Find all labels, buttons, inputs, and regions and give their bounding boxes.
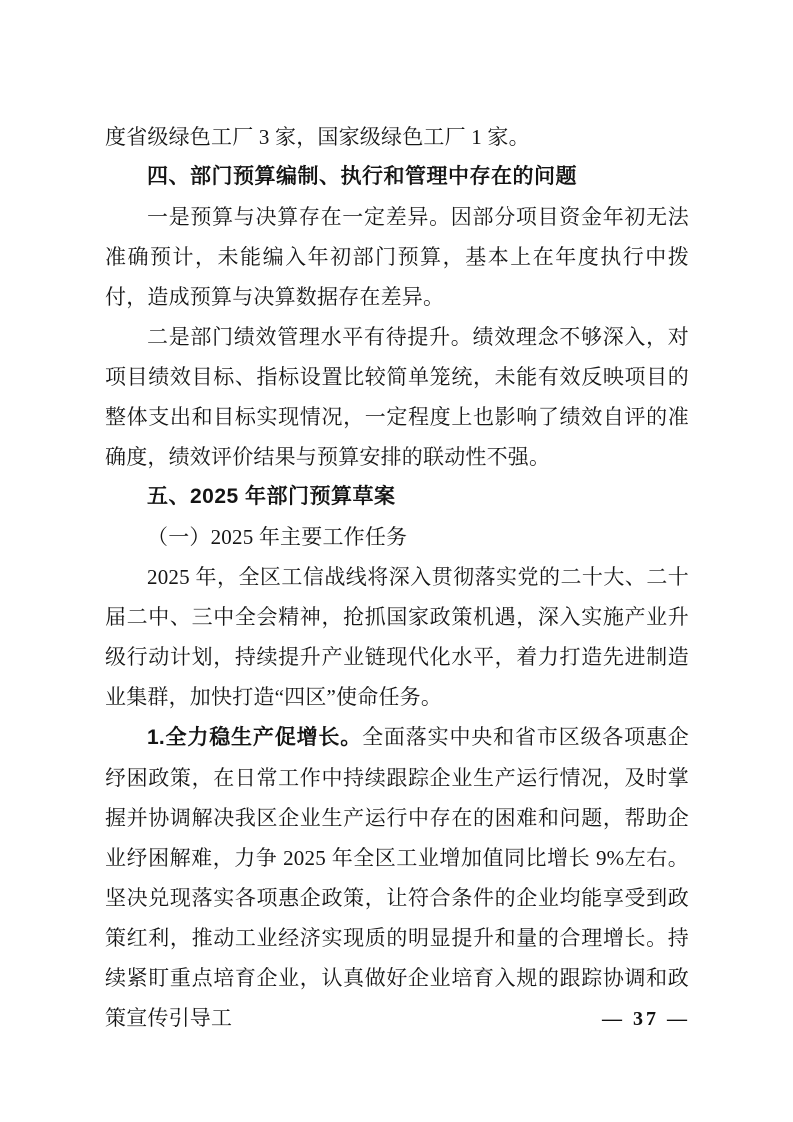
subheading-text: （一）2025 年主要工作任务	[147, 525, 408, 549]
paragraph-task-1	[105, 717, 689, 1038]
subsection-heading-main-tasks	[105, 517, 689, 557]
text-area	[105, 117, 689, 1038]
heading-text: 五、2025 年部门预算草案	[147, 485, 396, 508]
paragraph-issue-1	[105, 197, 689, 317]
paragraph-2025-overview	[105, 557, 689, 717]
paragraph-text: 因部分项目资金年初无法准确预计，未能编入年初部门预算，基本上在年度执行中拨付，造成预算与决算数据存在差异。	[105, 205, 689, 309]
paragraph-text: 度省级绿色工厂 3 家，国家级绿色工厂 1 家。	[105, 125, 530, 149]
paragraph-lead: 一是预算与决算存在一定差异。	[147, 205, 451, 229]
paragraph-continuation	[105, 117, 689, 157]
paragraph-issue-2	[105, 317, 689, 477]
heading-text: 四、部门预算编制、执行和管理中存在的问题	[147, 165, 577, 188]
paragraph-text: 全面落实中央和省市区级各项惠企纾困政策，在日常工作中持续跟踪企业生产运行情况，及时掌握并协调解决我区企业生产运行中存在的困难和问题，帮助企业纾困解难，力争 2025 年全区工业增加值同比增长 9%左右。坚决兑现落实各项惠企政策，让符合条件的企业均能享受到政策红利，推动工业经济实现质的明显提升和量的合理增长。持续紧盯重点培育企业，认真做好企业培育入规的跟踪协调和政策宣传引导工	[105, 725, 690, 1030]
paragraph-lead: 1.全力稳生产促增长。	[147, 726, 363, 749]
paragraph-lead: 二是部门绩效管理水平有待提升。	[147, 325, 473, 349]
section-heading-2025-budget-draft	[105, 477, 689, 517]
paragraph-text: 2025 年，全区工信战线将深入贯彻落实党的二十大、二十届二中、三中全会精神，抢抓国家政策机遇，深入实施产业升级行动计划，持续提升产业链现代化水平，着力打造先进制造业集群，加快打造“四区”使命任务。	[105, 565, 689, 709]
paragraph-text: 绩效理念不够深入，对项目绩效目标、指标设置比较简单笼统，未能有效反映项目的整体支出和目标实现情况，一定程度上也影响了绩效自评的准确度，绩效评价结果与预算安排的联动性不强。	[105, 325, 689, 469]
page-number: — 37 —	[602, 1008, 690, 1030]
section-heading-problems	[105, 157, 689, 197]
